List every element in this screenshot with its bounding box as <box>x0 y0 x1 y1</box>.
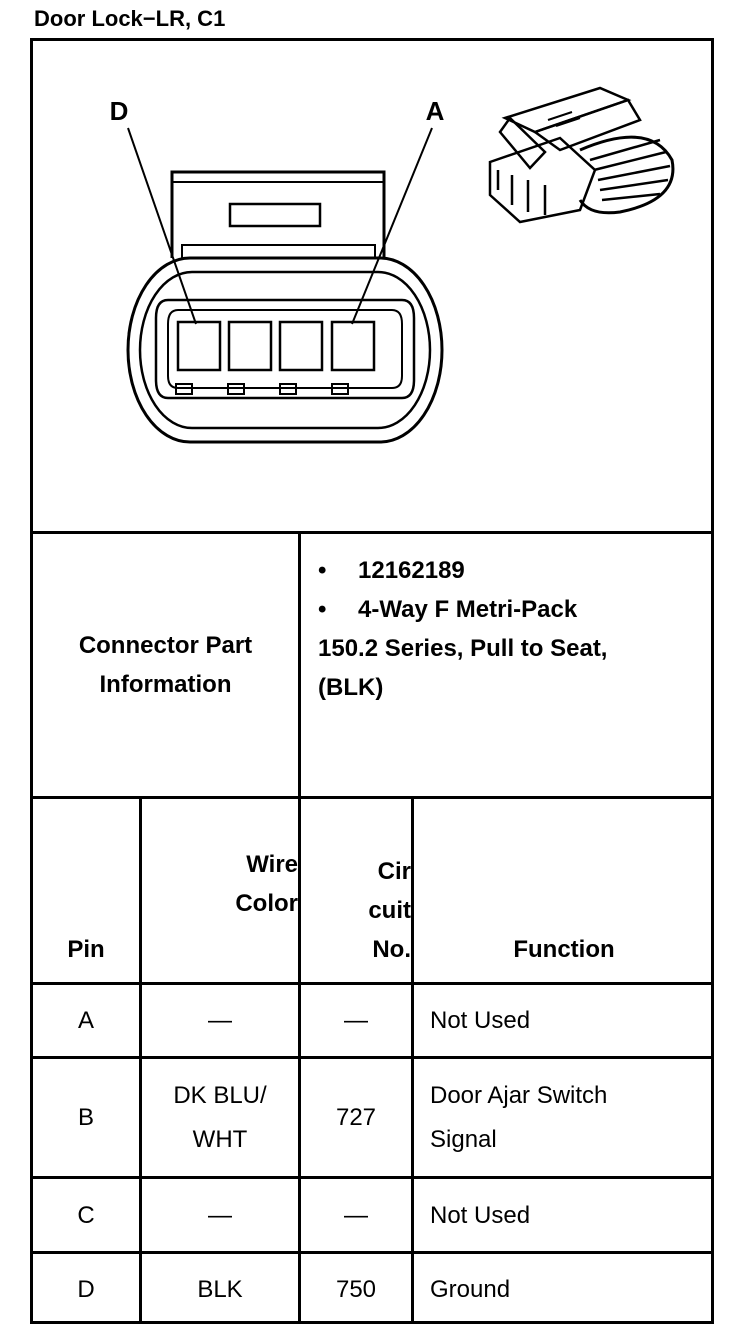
table-cell-pin: B <box>77 1104 94 1131</box>
table-cell-wire: — <box>208 1201 232 1229</box>
header-wire-color <box>142 799 298 969</box>
table-cell-function: Ground <box>430 1275 511 1303</box>
table-cell-function <box>430 1059 710 1176</box>
table-cell-function-line1: Door Ajar Switch <box>430 1081 608 1109</box>
table-cell-wire-line1: DK BLU/ <box>173 1081 267 1109</box>
part-type: 4-Way F Metri-Pack <box>358 596 578 623</box>
header-pin: Pin <box>67 936 105 963</box>
header-circuit-line3: No. <box>372 936 411 963</box>
bullet-icon: • <box>318 596 327 623</box>
header-function: Function <box>513 936 615 963</box>
table-cell-circuit: 727 <box>335 1104 377 1131</box>
page-title: Door Lock−LR, C1 <box>34 6 226 31</box>
table-cell-pin: A <box>77 1007 94 1034</box>
header-wire-line2: Color <box>235 890 298 917</box>
table-cell-function-line2: Signal <box>430 1125 497 1153</box>
table-cell-function: Not Used <box>430 1007 531 1034</box>
part-info-details <box>318 551 607 707</box>
bullet-icon: • <box>318 557 327 584</box>
part-info-label-line2: Information <box>99 671 232 698</box>
header-circuit-line1: Cir <box>377 858 411 885</box>
connector-3d-icon <box>490 88 673 222</box>
table-cell-pin: D <box>77 1275 95 1303</box>
pin-label-a: A <box>425 95 445 126</box>
part-number: 12162189 <box>358 557 465 584</box>
table-cell-wire: — <box>208 1007 232 1034</box>
header-circuit-no <box>301 799 411 969</box>
pin-label-d: D <box>109 95 129 126</box>
part-desc-line1: 150.2 Series, Pull to Seat, <box>318 635 608 662</box>
table-cell-circuit: — <box>344 1007 368 1034</box>
table-cell-pin: C <box>77 1201 95 1229</box>
header-circuit-line2: cuit <box>368 897 411 924</box>
connector-diagram <box>0 0 752 532</box>
table-cell-circuit: — <box>344 1201 368 1229</box>
table-cell-wire <box>142 1059 298 1176</box>
table-cell-wire: BLK <box>197 1275 243 1303</box>
table-cell-circuit: 750 <box>335 1275 377 1303</box>
part-info-label <box>33 534 298 796</box>
table-cell-wire-line2: WHT <box>192 1125 248 1153</box>
part-desc-line2: (BLK) <box>318 674 384 701</box>
part-info-label-line1: Connector Part <box>78 632 253 659</box>
table-cell-function: Not Used <box>430 1201 531 1229</box>
header-wire-line1: Wire <box>246 851 298 878</box>
